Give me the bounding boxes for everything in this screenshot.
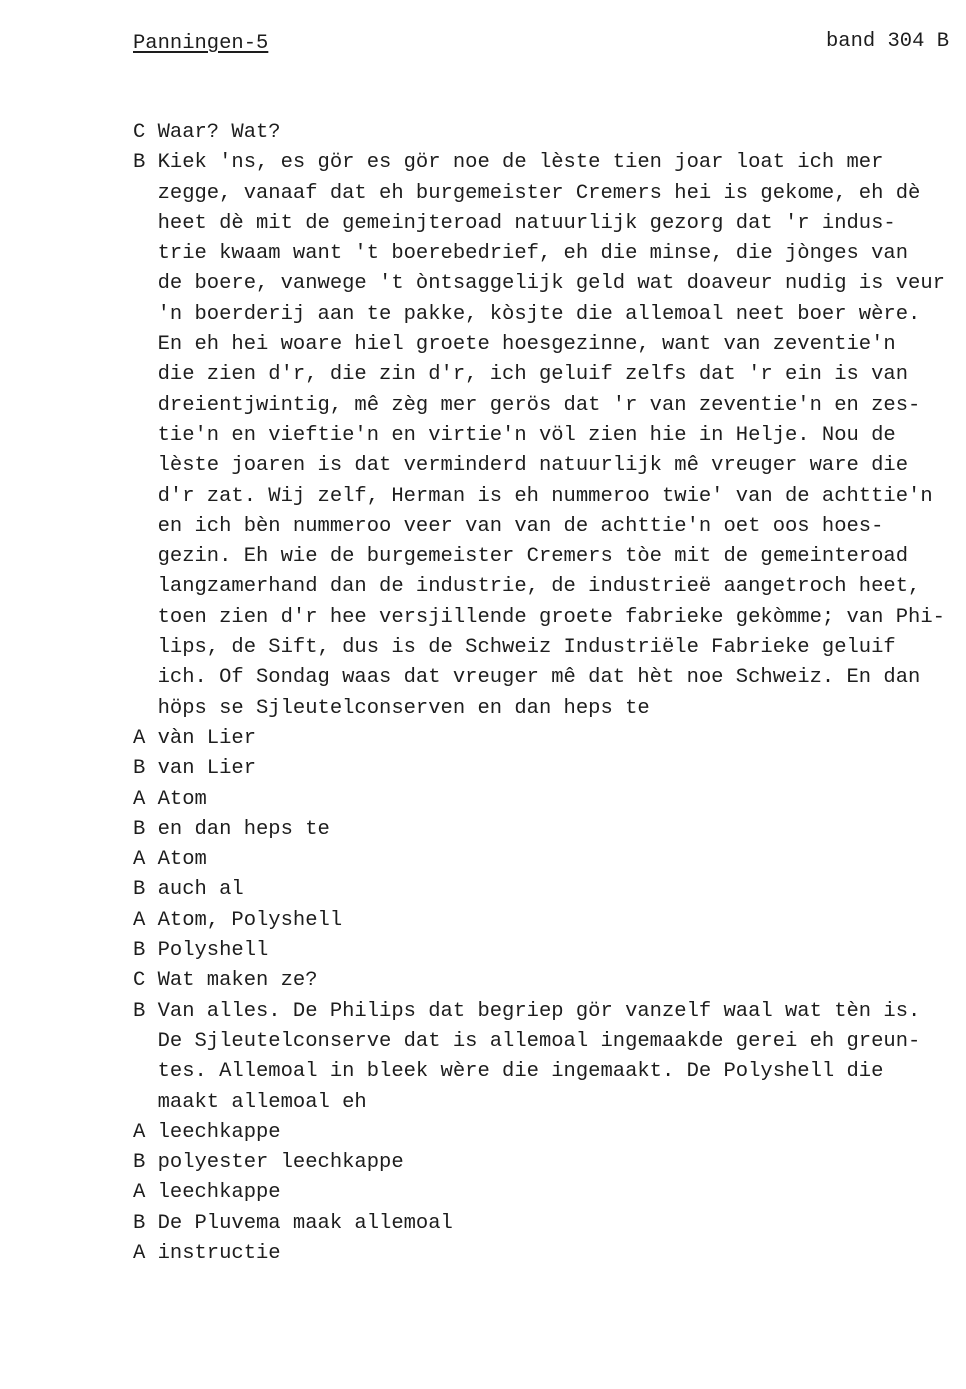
speaker-label: B [133,878,146,902]
page-header-tape-number: band 304 B [826,30,950,53]
transcript-line [133,1178,953,1208]
transcript-line [133,391,953,421]
transcript-line [133,1239,953,1269]
utterance-text: die zien d'r, die zin d'r, ich geluif zelfs dat 'r ein is van [157,363,909,387]
transcript-line [133,330,953,360]
utterance-text: leechkappe [157,1181,281,1205]
transcript-line [133,1209,953,1239]
utterance-text: Waar? Wat? [157,121,281,144]
transcript-line [133,694,953,724]
transcript [133,118,953,1269]
utterance-text: De Sjleutelconserve dat is allemoal ingemaakde gerei eh greun- [157,1029,921,1053]
speaker-label: C [133,121,146,144]
transcript-line [133,603,953,633]
transcript-line [133,875,953,905]
utterance-text: maakt allemoal eh [157,1090,367,1114]
transcript-line [133,1148,953,1178]
transcript-line [133,724,953,754]
utterance-text: instructie [157,1241,281,1265]
transcript-line [133,785,953,815]
utterance-text: Atom, Polyshell [157,908,343,932]
utterance-text: zegge, vanaaf dat eh burgemeister Cremers hei is gekome, eh dè [157,181,921,205]
transcript-line [133,936,953,966]
utterance-text: en dan heps te [157,817,330,841]
utterance-text: Wat maken ze? [157,969,318,993]
transcript-line [133,1088,953,1118]
utterance-text: höps se Sjleutelconserven en dan heps te [157,696,650,720]
utterance-text: heet dè mit de gemeinjteroad natuurlijk gezorg dat 'r indus- [157,211,896,235]
utterance-text: Atom [157,848,207,872]
speaker-label: C [133,969,146,993]
speaker-label: B [133,151,146,175]
speaker-label: A [133,787,146,811]
speaker-label: A [133,726,146,750]
utterance-text: De Pluvema maak allemoal [157,1211,453,1235]
speaker-label: A [133,908,146,932]
utterance-text: ich. Of Sondag waas dat vreuger mê dat hèt noe Schweiz. En dan [157,666,921,690]
transcript-line [133,906,953,936]
utterance-text: toen zien d'r hee versjillende groete fabrieke gekòmme; van Phi- [157,605,945,629]
transcript-line [133,360,953,390]
speaker-label: A [133,848,146,872]
transcript-line [133,1027,953,1057]
transcript-line [133,845,953,875]
utterance-text: Kiek 'ns, es gör es gör noe de lèste tien joar loat ich mer [157,151,884,175]
utterance-text: lips, de Sift, dus is de Schweiz Industriële Fabrieke geluif [157,636,896,660]
transcript-line [133,1118,953,1148]
speaker-label: B [133,817,146,841]
utterance-text: Van alles. De Philips dat begriep gör vanzelf waal wat tèn is. [157,999,921,1023]
utterance-text: En eh hei woare hiel groete hoesgezinne, want van zeventie'n [157,333,896,357]
utterance-text: leechkappe [157,1120,281,1144]
utterance-text: van Lier [157,757,257,781]
utterance-text: langzamerhand dan de industrie, de industrieë aangetroch heet, [157,575,921,599]
utterance-text: en ich bèn nummeroo veer van van de achttie'n oet oos hoes- [157,514,884,538]
transcript-line [133,451,953,481]
transcript-line [133,663,953,693]
transcript-line [133,754,953,784]
transcript-line [133,572,953,602]
transcript-line [133,997,953,1027]
speaker-label: A [133,1181,146,1205]
transcript-line [133,633,953,663]
speaker-label: B [133,757,146,781]
transcript-line [133,300,953,330]
transcript-line [133,966,953,996]
utterance-text: tie'n en vieftie'n en virtie'n völ zien hie in Helje. Nou de [157,423,896,447]
utterance-text: Atom [157,787,207,811]
speaker-label: B [133,1211,146,1235]
transcript-line [133,239,953,269]
utterance-text: Polyshell [157,939,269,963]
transcript-line [133,542,953,572]
transcript-line [133,179,953,209]
utterance-text: d'r zat. Wij zelf, Herman is eh nummeroo twie' van de achttie'n [157,484,933,508]
transcript-line [133,118,953,148]
transcript-line [133,209,953,239]
utterance-text: gezin. Eh wie de burgemeister Cremers tòe mit de gemeinteroad [157,545,909,569]
utterance-text: lèste joaren is dat verminderd natuurlijk mê vreuger ware die [157,454,909,478]
transcript-line [133,1057,953,1087]
speaker-label: A [133,1241,146,1265]
utterance-text: trie kwaam want 't boerebedrief, eh die minse, die jònges van [157,242,909,266]
utterance-text: de boere, vanwege 't òntsaggelijk geld wat doaveur nudig is veur [157,272,945,296]
utterance-text: 'n boerderij aan te pakke, kòsjte die allemoal neet boer wère. [157,302,921,326]
utterance-text: polyester leechkappe [157,1151,404,1175]
speaker-label: B [133,1151,146,1175]
speaker-label: A [133,1120,146,1144]
speaker-label: B [133,939,146,963]
speaker-label: B [133,999,146,1023]
transcript-line [133,815,953,845]
transcript-line [133,482,953,512]
utterance-text: dreientjwintig, mê zèg mer gerös dat 'r van zeventie'n en zes- [157,393,921,417]
transcript-line [133,148,953,178]
transcript-line [133,421,953,451]
page-header-place: Panningen-5 [133,32,269,55]
transcript-line [133,512,953,542]
transcript-line [133,269,953,299]
utterance-text: tes. Allemoal in bleek wère die ingemaakt. De Polyshell die [157,1060,884,1084]
utterance-text: auch al [157,878,244,902]
utterance-text: vàn Lier [157,726,257,750]
